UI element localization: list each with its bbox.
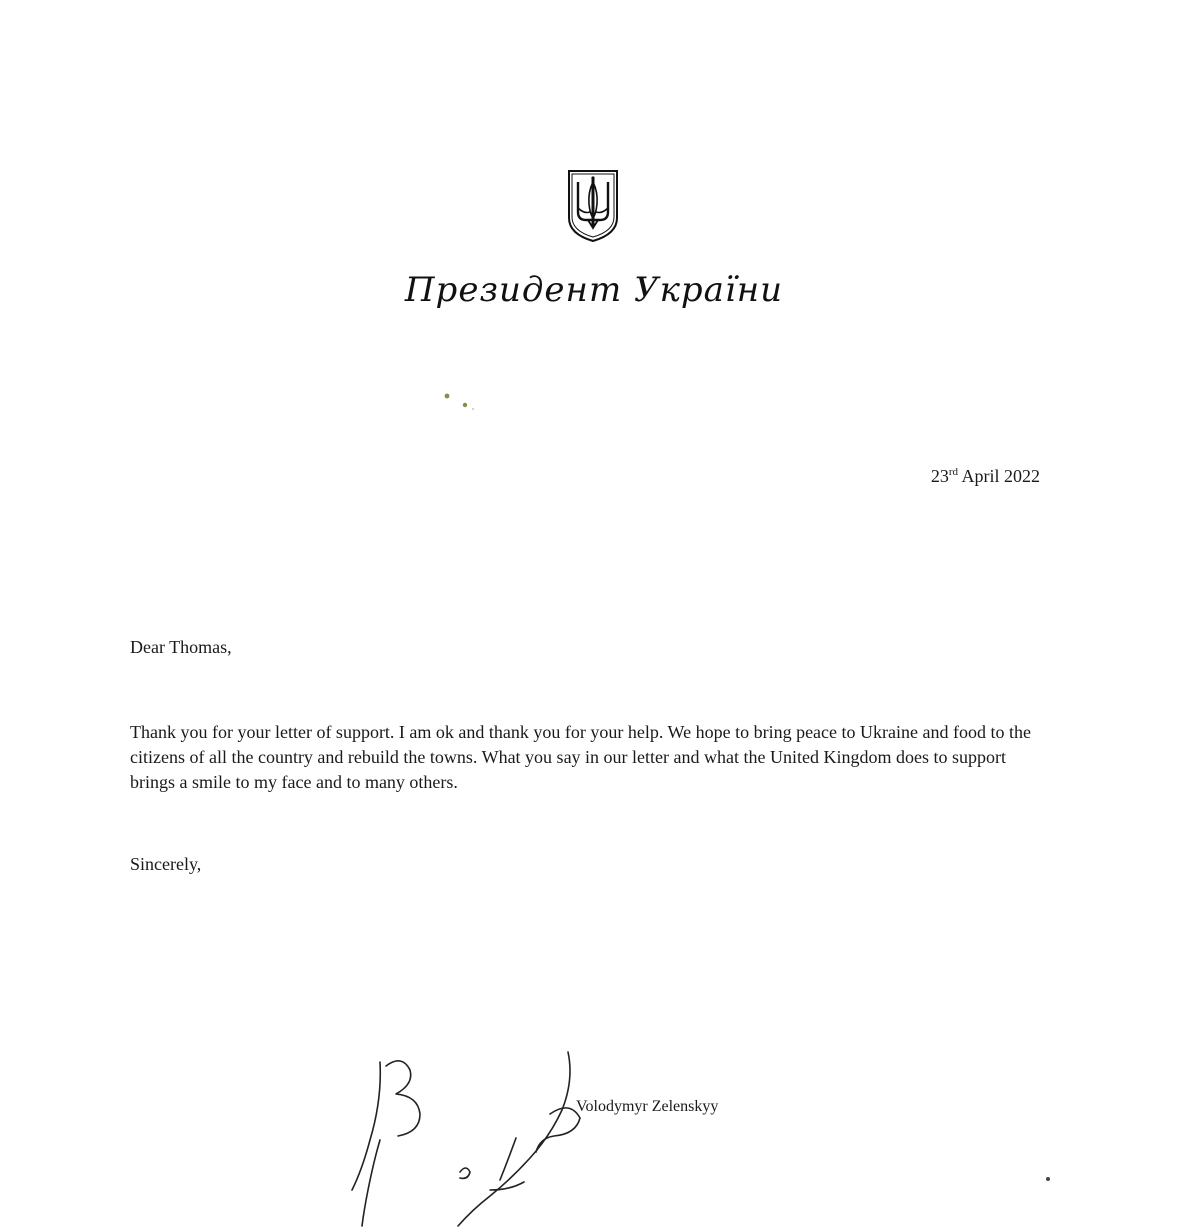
- letter-body: Thank you for your letter of support. I am ok and thank you for your help. We hope to bring peace to Ukraine and food to the citizens of all the country and rebuild the towns. What you say in our letter and what the United Kingdom does to support brings a smile to my face and to many others.: [130, 722, 1031, 792]
- paper-speck-marks: [440, 390, 480, 414]
- paper-dot-mark: [1046, 1177, 1050, 1181]
- date-day: 23: [930, 466, 949, 486]
- letterhead-title: Президент України: [404, 270, 784, 310]
- date-suffix: rd: [948, 466, 958, 478]
- ukraine-trident-emblem-icon: [566, 168, 620, 244]
- signer-name: Volodymyr Zelenskyy: [576, 1098, 719, 1115]
- date-month-year: April 2022: [961, 466, 1040, 486]
- handwritten-signature-icon: [340, 1040, 600, 1228]
- closing: Sincerely,: [130, 854, 202, 874]
- letter-date: [931, 466, 1040, 487]
- salutation: Dear Thomas,: [130, 637, 232, 657]
